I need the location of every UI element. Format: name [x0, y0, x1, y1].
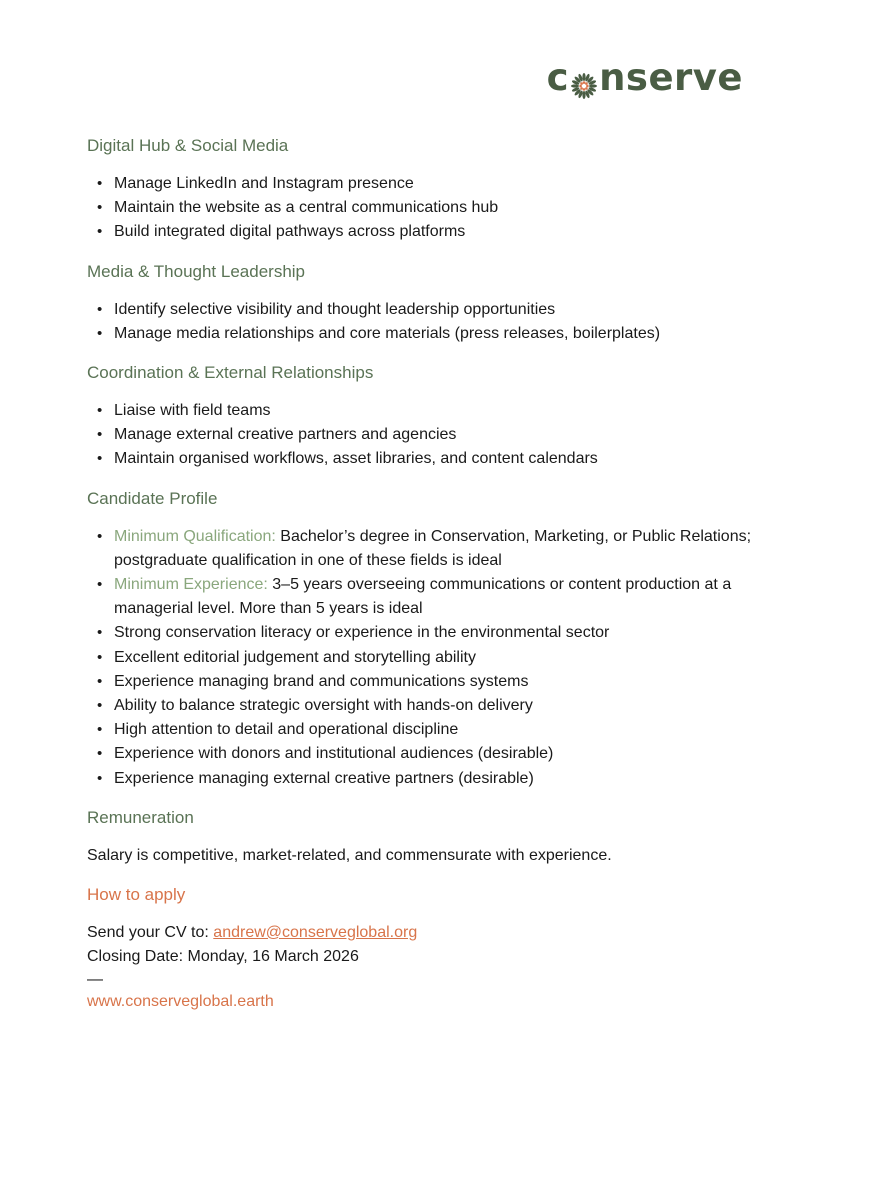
cv-line [87, 921, 787, 945]
list-item: • Experience managing external creative partners (desirable) [87, 767, 787, 791]
section-heading-how-to-apply: How to apply [87, 884, 186, 904]
list-item: • Ability to balance strategic oversight with hands-on delivery [87, 694, 787, 718]
logo-suffix: nserve [599, 56, 743, 99]
remuneration-text: Salary is competitive, market-related, and commensurate with experience. [87, 846, 612, 864]
section-heading-digital-hub: Digital Hub & Social Media [87, 136, 289, 155]
list-item: • Experience with donors and institutional audiences (desirable) [87, 742, 787, 766]
cv-prefix: Send your CV to: [87, 923, 214, 941]
list-item-qualification [87, 525, 787, 573]
list-item: • Manage LinkedIn and Instagram presence [87, 172, 787, 196]
logo-prefix: c [546, 56, 570, 99]
list-item: • Maintain organised workflows, asset libraries, and content calendars [87, 447, 787, 471]
list-item: • Manage external creative partners and agencies [87, 423, 787, 447]
section-heading-remuneration: Remuneration [87, 807, 194, 827]
flower-o-icon [570, 66, 598, 94]
section-heading-candidate-profile: Candidate Profile [87, 488, 218, 508]
experience-label: Minimum Experience: [114, 576, 268, 594]
closing-date: Closing Date: Monday, 16 March 2026 [87, 947, 359, 965]
list-digital-hub [87, 172, 787, 245]
divider-dash: — [87, 970, 103, 988]
list-item: • Identify selective visibility and thought leadership opportunities [87, 298, 787, 322]
list-item: • Excellent editorial judgement and storytelling ability [87, 646, 787, 670]
list-item: • Experience managing brand and communications systems [87, 670, 787, 694]
website-link[interactable]: www.conserveglobal.earth [87, 992, 274, 1010]
list-candidate-profile [87, 525, 787, 791]
list-item: • Build integrated digital pathways across platforms [87, 220, 787, 244]
email-link[interactable]: andrew@conserveglobal.org [213, 923, 418, 941]
list-item: • Maintain the website as a central communications hub [87, 196, 787, 220]
job-description-body [87, 134, 787, 1013]
list-item: • High attention to detail and operational discipline [87, 718, 787, 742]
list-media [87, 298, 787, 346]
list-coordination [87, 399, 787, 472]
section-heading-coordination: Coordination & External Relationships [87, 363, 374, 383]
list-item: • Liaise with field teams [87, 399, 787, 423]
qualification-text: Bachelor’s degree in Conservation, Marketing, or Public Relations; postgraduate qualification in one of these fields is ideal [114, 527, 752, 569]
section-heading-media: Media & Thought Leadership [87, 261, 306, 281]
conserve-logo [547, 56, 743, 99]
list-item-experience [87, 573, 787, 621]
qualification-label: Minimum Qualification: [114, 527, 276, 545]
experience-text: 3–5 years overseeing communications or content production at a managerial level. More than 5 years is ideal [114, 576, 732, 618]
list-item: • Manage media relationships and core materials (press releases, boilerplates) [87, 322, 787, 346]
list-item: • Strong conservation literacy or experience in the environmental sector [87, 621, 787, 645]
